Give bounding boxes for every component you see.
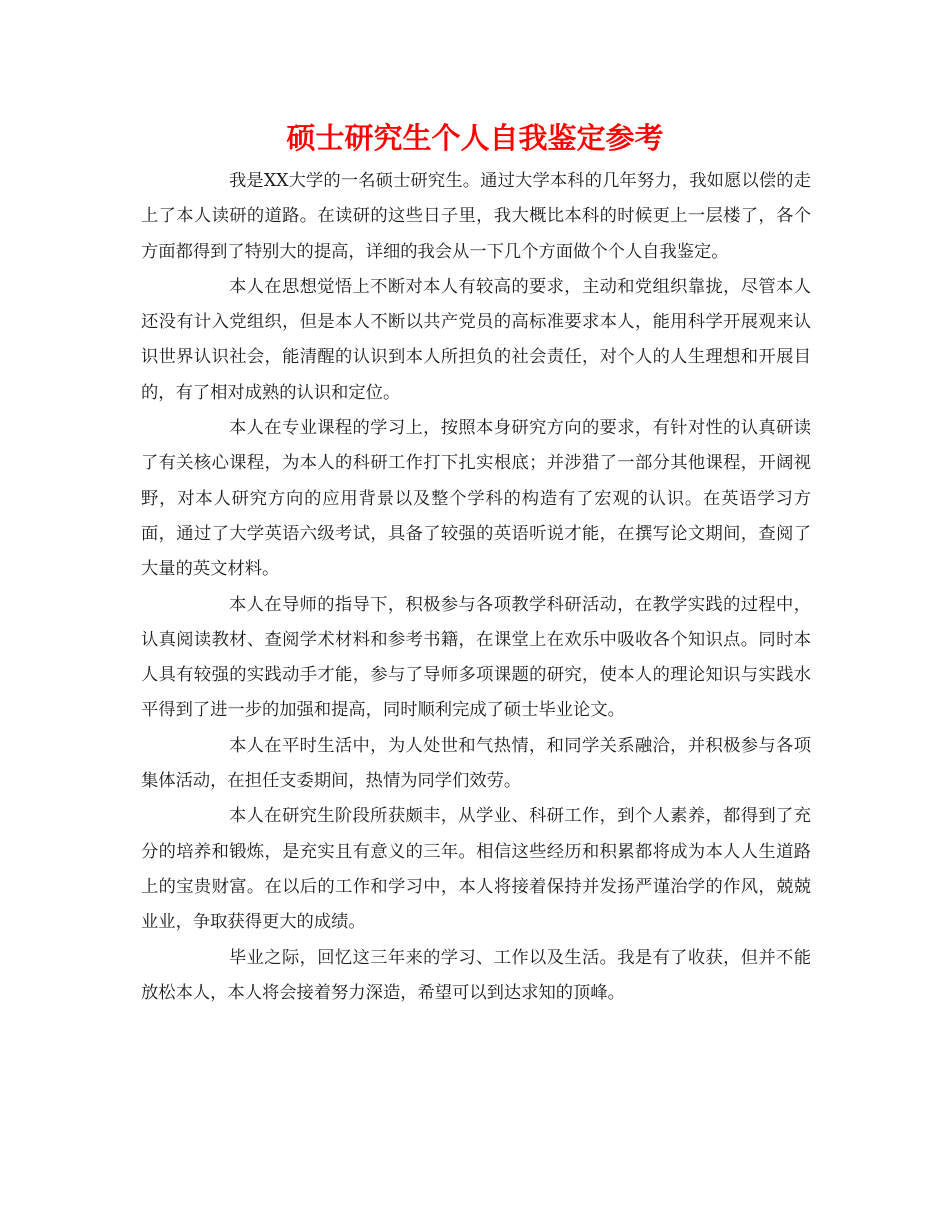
document-body: [141, 164, 811, 1011]
paragraph-coursework: 本人在专业课程的学习上，按照本身研究方向的要求，有针对性的认真研读了有关核心课程，为本人的科研工作打下扎实根底；并涉猎了一部分其他课程，开阔视野，对本人研究方向的应用背景以及整个学科的构造有了宏观的认识。在英语学习方面，通过了大学英语六级考试，具备了较强的英语听说才能，在撰写论文期间，查阅了大量的英文材料。: [141, 418, 811, 580]
paragraph-research: 本人在导师的指导下，积极参与各项教学科研活动，在教学实践的过程中，认真阅读教材、查阅学术材料和参考书籍，在课堂上在欢乐中吸收各个知识点。同时本人具有较强的实践动手才能，参与了导师多项课题的研究，使本人的理论知识与实践水平得到了进一步的加强和提高，同时顺利完成了硕士毕业论文。: [141, 594, 811, 721]
paragraph-daily-life: 本人在平时生活中，为人处世和气热情，和同学关系融洽，并积极参与各项集体活动，在担任支委期间，热情为同学们效劳。: [141, 735, 811, 792]
paragraph-intro: 我是XX大学的一名硕士研究生。通过大学本科的几年努力，我如愿以偿的走上了本人读研的道路。在读研的这些日子里，我大概比本科的时候更上一层楼了，各个方面都得到了特别大的提高，详细的我会从一下几个方面做个个人自我鉴定。: [141, 171, 811, 262]
paragraph-summary: 本人在研究生阶段所获颇丰，从学业、科研工作，到个人素养，都得到了充分的培养和锻炼，是充实且有意义的三年。相信这些经历和积累都将成为本人人生道路上的宝贵财富。在以后的工作和学习中，本人将接着保持并发扬严谨治学的作风，兢兢业业，争取获得更大的成绩。: [141, 806, 811, 933]
document-title: 硕士研究生个人自我鉴定参考: [286, 121, 664, 155]
paragraph-conclusion: 毕业之际，回忆这三年来的学习、工作以及生活。我是有了收获，但并不能放松本人，本人将会接着努力深造，希望可以到达求知的顶峰。: [141, 947, 811, 1003]
paragraph-ideology: 本人在思想觉悟上不断对本人有较高的要求，主动和党组织靠拢，尽管本人还没有计入党组织，但是本人不断以共产党员的高标准要求本人，能用科学开展观来认识世界认识社会，能清醒的认识到本人所担负的社会责任，对个人的人生理想和开展目的，有了相对成熟的认识和定位。: [141, 276, 811, 403]
